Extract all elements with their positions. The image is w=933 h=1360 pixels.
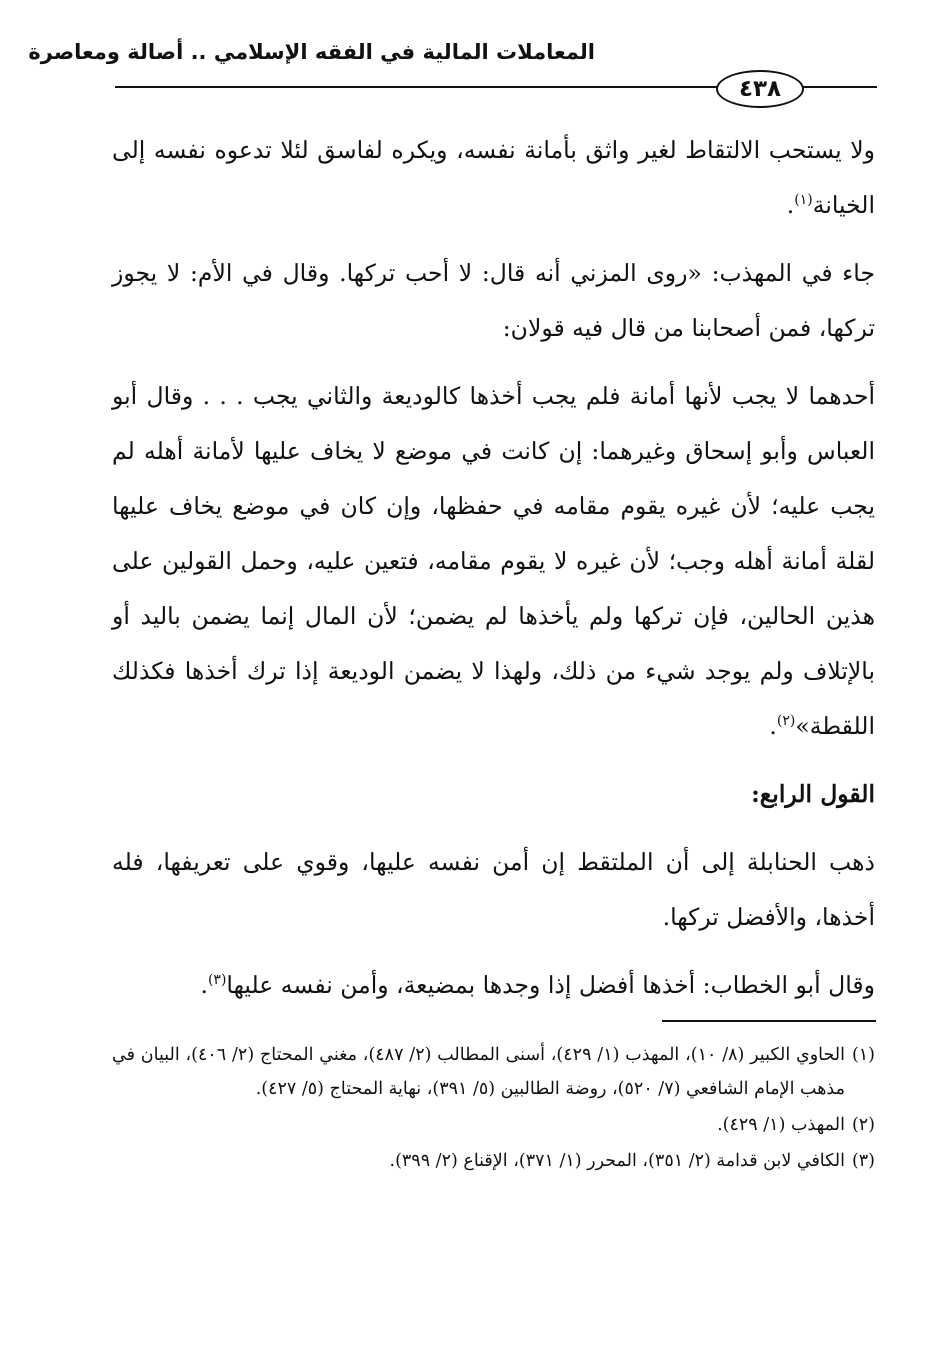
paragraph-1-end: . bbox=[786, 191, 795, 219]
paragraph-3-text: أحدهما لا يجب لأنها أمانة فلم يجب أخذها كالوديعة والثاني يجب . . . وقال أبو العباس وأبو إسحاق وغيرهما: إن كانت في موضع لا يخاف عليها لأمانة أهله لم يجب عليه؛ لأن غيره يقوم مقامه في حفظها، وإن كان في موضع يخاف عليها لقلة أمانة أهله وجب؛ لأن غيره لا يقوم مقامه، فتعين عليه، وحمل القولين على هذين الحالين، فإن تركها ولم يأخذها لم يضمن؛ لأن المال إنما يضمن باليد أو بالإتلاف ولم يوجد شيء من ذلك، ولهذا لا يضمن الوديعة إذا ترك أخذها فكذلك اللقطة» bbox=[112, 382, 875, 740]
footnote-1-number: (١) bbox=[851, 1045, 875, 1065]
footnote-3-number: (٣) bbox=[851, 1151, 875, 1171]
footnote-1 bbox=[112, 1038, 875, 1106]
footnote-ref-1: (١) bbox=[794, 192, 813, 209]
section-heading: القول الرابع: bbox=[751, 780, 875, 808]
main-text bbox=[112, 123, 875, 1026]
paragraph-2: جاء في المهذب: «روى المزني أنه قال: لا أحب تركها. وقال في الأم: لا يجوز تركها، فمن أصحابنا من قال فيه قولان: bbox=[112, 259, 875, 342]
paragraph-1-text: ولا يستحب الالتقاط لغير واثق بأمانة نفسه، ويكره لفاسق لئلا تدعوه نفسه إلى الخيانة bbox=[112, 136, 875, 219]
footnotes bbox=[112, 1038, 875, 1180]
footnotes-divider bbox=[662, 1020, 876, 1022]
paragraph-5-text: وقال أبو الخطاب: أخذها أفضل إذا وجدها بمضيعة، وأمن نفسه عليها bbox=[226, 971, 875, 999]
paragraph-4: ذهب الحنابلة إلى أن الملتقط إن أمن نفسه عليها، وقوي على تعريفها، فله أخذها، والأفضل تركها. bbox=[112, 848, 875, 931]
paragraph-5-end: . bbox=[200, 971, 208, 999]
footnote-2 bbox=[112, 1108, 875, 1142]
footnote-ref-2: (٢) bbox=[776, 713, 796, 730]
paragraph-3-end: . bbox=[769, 712, 777, 740]
footnote-2-text: المهذب (١/ ٤٢٩). bbox=[717, 1115, 845, 1135]
footnote-1-text: الحاوي الكبير (٨/ ١٠)، المهذب (١/ ٤٢٩)، أسنى المطالب (٢/ ٤٨٧)، مغني المحتاج (٢/ ٤٠٦)، البيان في مذهب الإمام الشافعي (٧/ ٥٢٠)، روضة الطالبين (٥/ ٣٩١)، نهاية المحتاج (٥/ ٤٢٧). bbox=[112, 1045, 845, 1099]
paragraph-3 bbox=[112, 369, 875, 754]
footnote-ref-3: (٣) bbox=[207, 972, 227, 989]
page-number-badge: ٤٣٨ bbox=[716, 70, 804, 108]
footnote-3 bbox=[112, 1144, 875, 1178]
paragraph-5 bbox=[112, 958, 875, 1013]
footnote-3-text: الكافي لابن قدامة (٢/ ٣٥١)، المحرر (١/ ٣٧١)، الإقناع (٢/ ٣٩٩). bbox=[389, 1151, 845, 1171]
footnote-2-number: (٢) bbox=[851, 1115, 875, 1135]
running-header-title: المعاملات المالية في الفقه الإسلامي .. أصالة ومعاصرة bbox=[28, 40, 595, 64]
paragraph-1 bbox=[112, 123, 875, 233]
